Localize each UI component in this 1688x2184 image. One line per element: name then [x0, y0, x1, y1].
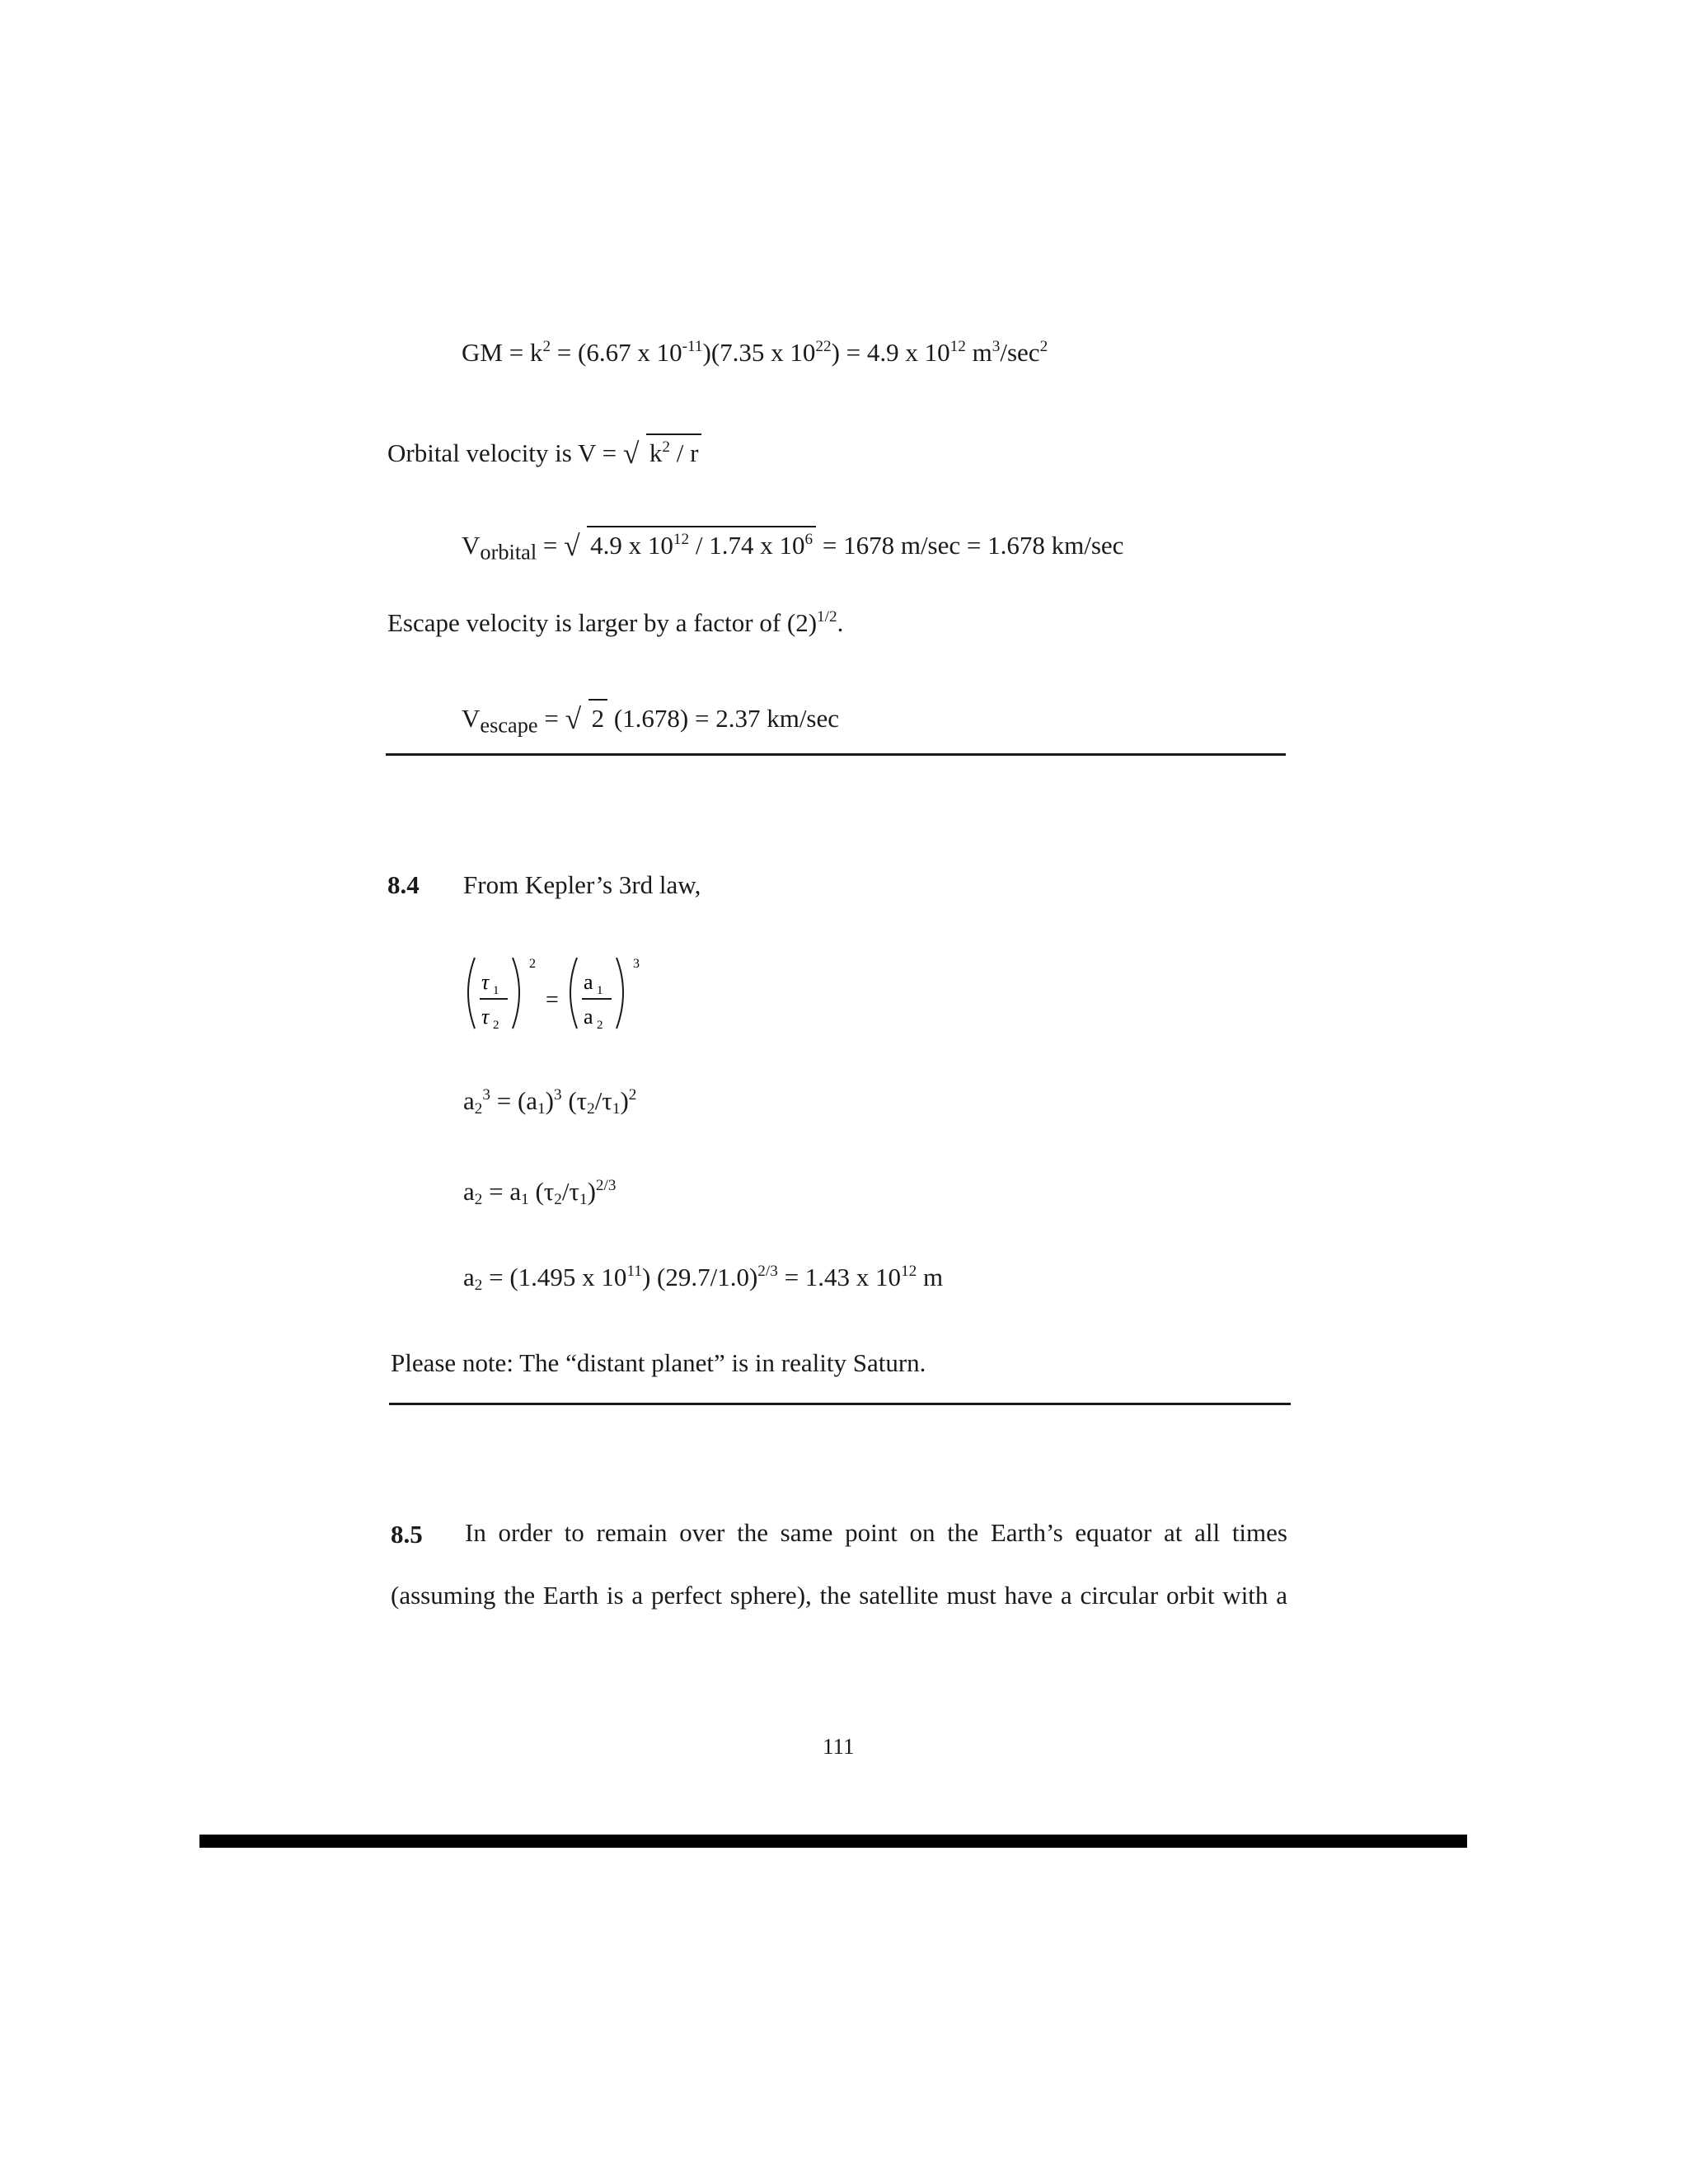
section-8-5-line-1: In order to remain over the same point on the Earth’s equator at all times: [465, 1518, 1287, 1547]
frac-left-den: τ: [481, 1005, 490, 1029]
frac-left-num-sub: 1: [493, 984, 499, 997]
equals-sign: =: [546, 987, 559, 1013]
exp-left: 2: [529, 957, 536, 971]
exp-right: 3: [633, 957, 640, 971]
v-escape-equation: $V_{escape}$ = √ 2 (1.678) = 2.37 km/sec: [462, 699, 839, 731]
sqrt-sign: √ 4.9 x $10^{12} / 1.74$ x $10^6$: [564, 526, 816, 558]
section-number-8-5: 8.5: [391, 1520, 423, 1549]
kepler-eq-2: $a_2 = a_1$ $(\tau_2/\tau_1)^{2/3}$: [463, 1177, 617, 1208]
sqrt-sign: √ 2: [565, 699, 608, 731]
kepler-eq-3: $a_2 = (1.495$ x $10^{11}$) $(29.7/1.0)^{2/3} = 1.43$ x $10^{12}$ m: [463, 1263, 944, 1294]
orbital-velocity-intro: Orbital velocity is V = √ $k^2$ / r: [387, 434, 701, 466]
frac-right-num: a: [584, 970, 593, 994]
kepler-ratio-equation: [460, 949, 674, 1040]
escape-velocity-intro: Escape velocity is larger by a factor of $(2)^{1/2}$.: [387, 608, 844, 637]
v-orbital-equation: $V_{orbital}$ = √ 4.9 x $10^{12} / 1.74$ x $10^6 = 1678$ m/sec = 1.678 km/sec: [462, 526, 1123, 558]
saturn-note: Please note: The “distant planet” is in reality Saturn.: [391, 1348, 926, 1377]
section-divider: [386, 753, 1286, 756]
frac-left-den-sub: 2: [493, 1019, 499, 1032]
section-number-8-4: 8.4: [387, 870, 420, 899]
frac-right-den-sub: 2: [597, 1019, 603, 1032]
frac-right-den: a: [584, 1005, 593, 1029]
section-divider: [389, 1403, 1291, 1405]
page-bottom-bar: [199, 1835, 1467, 1848]
sqrt-sign: √ $k^2$ / r: [623, 434, 702, 466]
kepler-eq-1: $a_2^3 = (a_1)^3$ $(\tau_2/\tau_1)^2$: [463, 1086, 637, 1118]
section-8-5-line-2: (assuming the Earth is a perfect sphere), the satellite must have a circular orbit with a: [391, 1581, 1287, 1610]
section-heading-8-4: From Kepler’s 3rd law,: [463, 870, 701, 899]
gm-equation: GM = $k^2 = (6.67$ x $10^{-11})(7.35$ x $10^{22}) = 4.9$ x $10^{12}$ $m^3/\sec^2$: [462, 338, 1048, 367]
frac-left-num: τ: [481, 970, 490, 994]
frac-right-num-sub: 1: [597, 984, 603, 997]
page-number: 111: [823, 1734, 855, 1759]
